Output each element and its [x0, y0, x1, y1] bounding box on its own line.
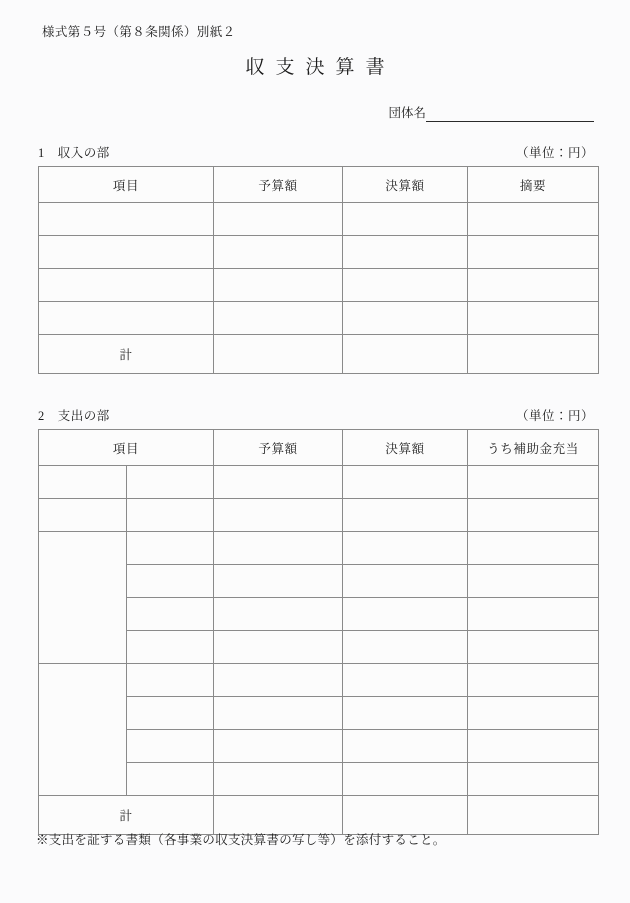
expense-cell-item[interactable]: [126, 598, 214, 631]
income-cell-budget[interactable]: [214, 203, 343, 236]
expense-cell-settlement[interactable]: [343, 532, 468, 565]
income-cell-item[interactable]: [39, 203, 214, 236]
table-row: [39, 664, 599, 697]
expense-total-settlement[interactable]: [343, 796, 468, 835]
expense-cell-settlement[interactable]: [343, 565, 468, 598]
expense-cell-settlement[interactable]: [343, 598, 468, 631]
expense-cell-subsidy[interactable]: [468, 763, 599, 796]
expense-cell-category-group[interactable]: [39, 532, 127, 664]
income-cell-remarks[interactable]: [468, 236, 599, 269]
expense-cell-settlement[interactable]: [343, 466, 468, 499]
expense-cell-subsidy[interactable]: [468, 499, 599, 532]
expense-cell-item[interactable]: [126, 532, 214, 565]
expense-cell-settlement[interactable]: [343, 664, 468, 697]
organization-name-field: [388, 103, 594, 122]
expense-total-label: 計: [39, 796, 214, 835]
section-expense-label: 支出の部: [57, 409, 110, 423]
expense-cell-budget[interactable]: [214, 664, 343, 697]
expense-cell-item[interactable]: [126, 466, 214, 499]
table-row: [39, 236, 599, 269]
expense-cell-budget[interactable]: [214, 499, 343, 532]
section-income-unit: （単位：円）: [515, 146, 594, 160]
expense-cell-budget[interactable]: [214, 763, 343, 796]
expense-total-subsidy[interactable]: [468, 796, 599, 835]
income-total-budget[interactable]: [214, 335, 343, 374]
expense-table: [38, 429, 599, 835]
expense-cell-item[interactable]: [126, 631, 214, 664]
section-expense-number: 2: [38, 409, 45, 423]
expense-cell-subsidy[interactable]: [468, 730, 599, 763]
section-expense-title-group: [38, 406, 110, 424]
expense-header-item: 項目: [39, 430, 214, 466]
expense-cell-settlement[interactable]: [343, 730, 468, 763]
income-table-header-row: [39, 167, 599, 203]
section-income: [38, 143, 594, 374]
section-expense-unit: （単位：円）: [515, 409, 594, 423]
page-title: 収支決算書: [245, 57, 396, 78]
expense-cell-category[interactable]: [39, 499, 127, 532]
income-total-row: [39, 335, 599, 374]
income-cell-item[interactable]: [39, 236, 214, 269]
expense-header-settlement: 決算額: [343, 430, 468, 466]
income-cell-remarks[interactable]: [468, 302, 599, 335]
expense-cell-budget[interactable]: [214, 565, 343, 598]
income-cell-budget[interactable]: [214, 302, 343, 335]
section-income-title-group: [38, 143, 110, 161]
form-code: 様式第５号（第８条関係）別紙２: [42, 25, 236, 39]
expense-cell-budget[interactable]: [214, 730, 343, 763]
table-row: [39, 466, 599, 499]
expense-cell-subsidy[interactable]: [468, 631, 599, 664]
expense-cell-item[interactable]: [126, 730, 214, 763]
expense-cell-item[interactable]: [126, 763, 214, 796]
income-table: [38, 166, 599, 374]
table-row: [39, 302, 599, 335]
expense-cell-subsidy[interactable]: [468, 697, 599, 730]
expense-cell-item[interactable]: [126, 499, 214, 532]
income-header-item: 項目: [39, 167, 214, 203]
table-row: [39, 499, 599, 532]
section-expense: [38, 406, 594, 835]
organization-name-label: 団体名: [388, 106, 426, 120]
table-row: [39, 532, 599, 565]
income-cell-settlement[interactable]: [343, 203, 468, 236]
expense-total-budget[interactable]: [214, 796, 343, 835]
footnote: ※支出を証する書類（各事業の収支決算書の写し等）を添付すること。: [36, 833, 446, 847]
expense-cell-budget[interactable]: [214, 631, 343, 664]
expense-cell-subsidy[interactable]: [468, 466, 599, 499]
expense-cell-budget[interactable]: [214, 598, 343, 631]
income-header-remarks: 摘要: [468, 167, 599, 203]
expense-total-row: [39, 796, 599, 835]
expense-header-subsidy: うち補助金充当: [468, 430, 599, 466]
expense-cell-subsidy[interactable]: [468, 565, 599, 598]
income-total-label: 計: [39, 335, 214, 374]
section-income-header: [38, 143, 594, 161]
expense-cell-budget[interactable]: [214, 697, 343, 730]
section-expense-header: [38, 406, 594, 424]
expense-cell-settlement[interactable]: [343, 631, 468, 664]
income-cell-settlement[interactable]: [343, 269, 468, 302]
income-cell-item[interactable]: [39, 302, 214, 335]
income-cell-budget[interactable]: [214, 236, 343, 269]
income-header-settlement: 決算額: [343, 167, 468, 203]
expense-cell-category-group[interactable]: [39, 664, 127, 796]
table-row: [39, 203, 599, 236]
expense-cell-category[interactable]: [39, 466, 127, 499]
expense-cell-settlement[interactable]: [343, 697, 468, 730]
income-cell-item[interactable]: [39, 269, 214, 302]
section-income-label: 収入の部: [57, 146, 110, 160]
income-total-remarks[interactable]: [468, 335, 599, 374]
income-cell-settlement[interactable]: [343, 302, 468, 335]
income-cell-remarks[interactable]: [468, 269, 599, 302]
income-cell-budget[interactable]: [214, 269, 343, 302]
expense-cell-item[interactable]: [126, 664, 214, 697]
income-cell-settlement[interactable]: [343, 236, 468, 269]
table-row: [39, 269, 599, 302]
expense-table-header-row: [39, 430, 599, 466]
expense-cell-subsidy[interactable]: [468, 664, 599, 697]
income-cell-remarks[interactable]: [468, 203, 599, 236]
expense-cell-subsidy[interactable]: [468, 598, 599, 631]
expense-cell-budget[interactable]: [214, 532, 343, 565]
expense-cell-item[interactable]: [126, 565, 214, 598]
expense-header-budget: 予算額: [214, 430, 343, 466]
expense-cell-budget[interactable]: [214, 466, 343, 499]
organization-name-input[interactable]: [426, 106, 594, 122]
section-income-number: 1: [38, 146, 45, 160]
income-total-settlement[interactable]: [343, 335, 468, 374]
income-header-budget: 予算額: [214, 167, 343, 203]
expense-cell-settlement[interactable]: [343, 763, 468, 796]
expense-cell-subsidy[interactable]: [468, 532, 599, 565]
expense-cell-settlement[interactable]: [343, 499, 468, 532]
expense-cell-item[interactable]: [126, 697, 214, 730]
